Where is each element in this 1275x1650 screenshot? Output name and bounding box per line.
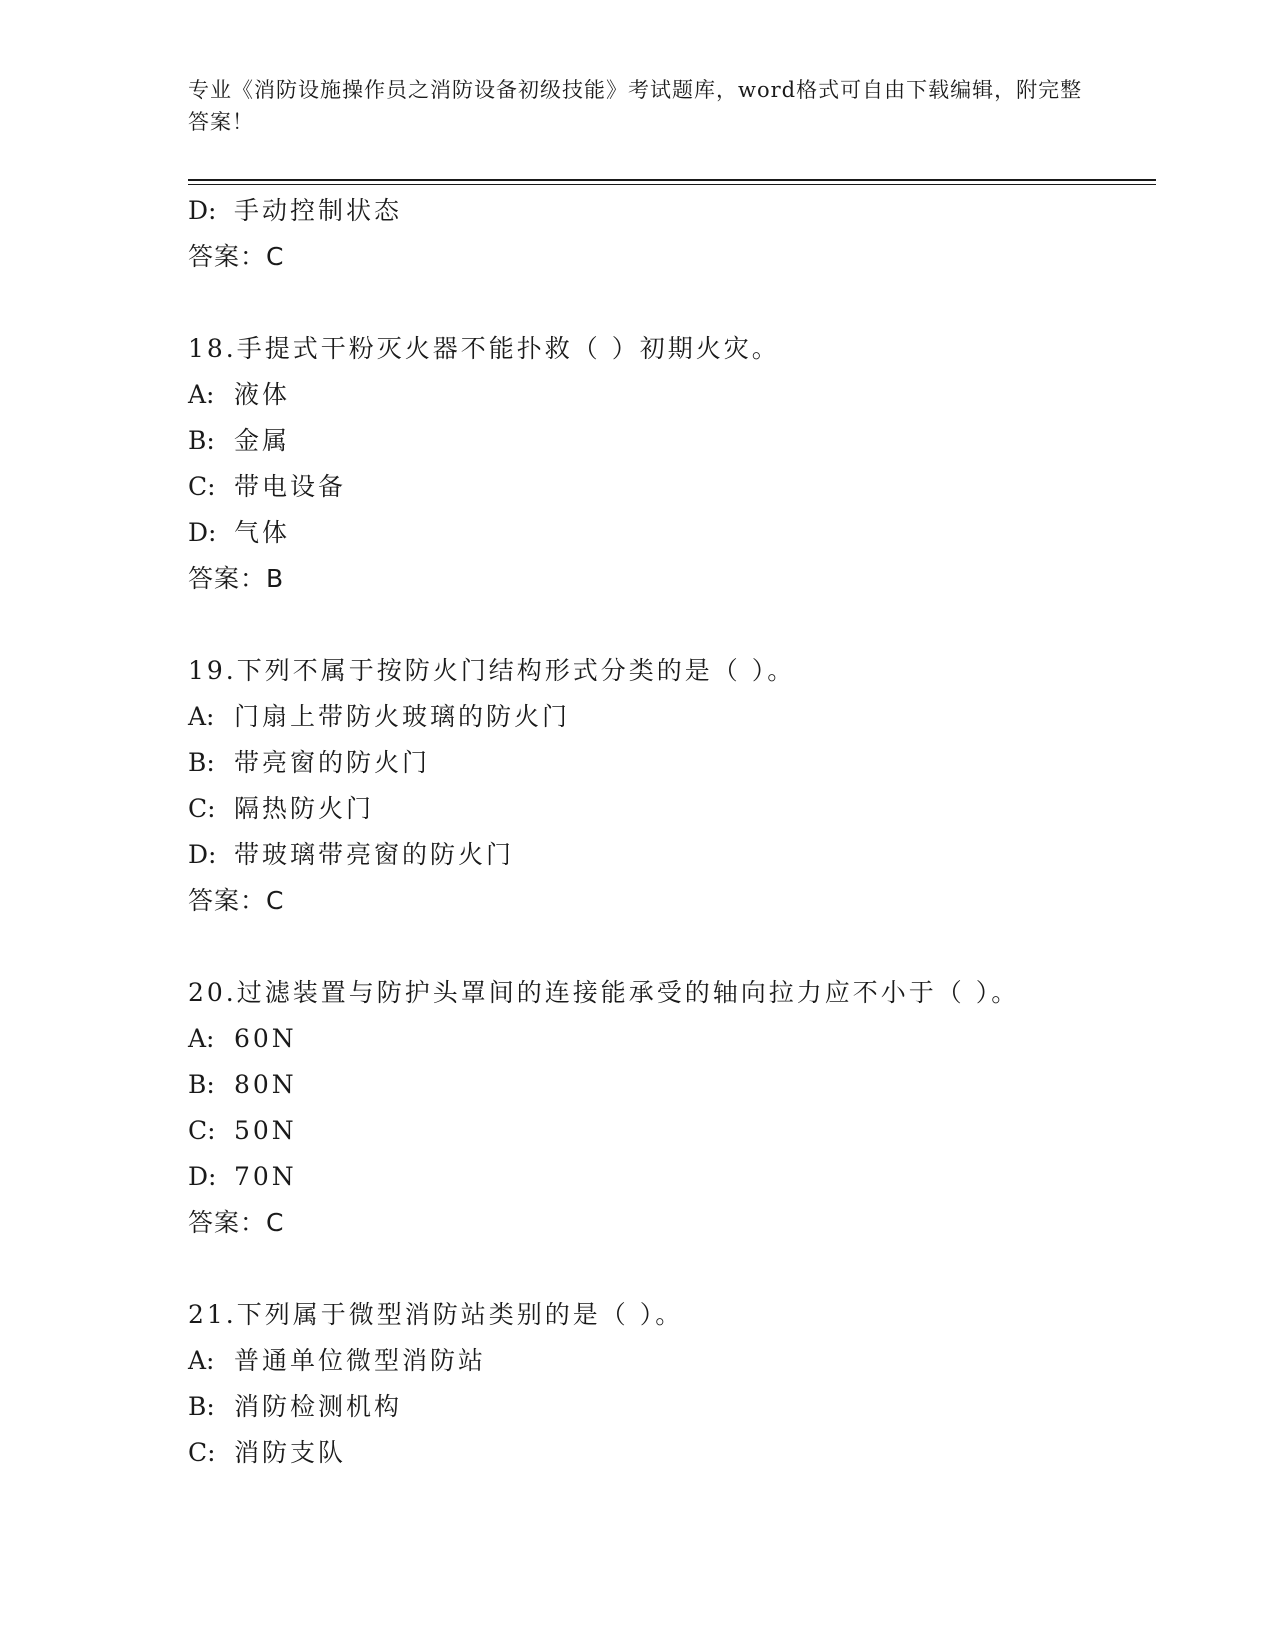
question-content (188, 188, 1156, 1476)
option-label: A: (188, 702, 215, 731)
option-a (188, 1338, 1156, 1384)
option-b (188, 418, 1156, 464)
spacer (188, 602, 1156, 648)
option-b (188, 1384, 1156, 1430)
option-d (188, 832, 1156, 878)
option-text: 带亮窗的防火门 (234, 748, 431, 777)
option-text: 消防检测机构 (234, 1392, 403, 1421)
option-label: D: (188, 518, 217, 547)
option-d (188, 1154, 1156, 1200)
option-text: 手动控制状态 (234, 196, 403, 225)
option-c (188, 1108, 1156, 1154)
option-b (188, 740, 1156, 786)
option-a (188, 694, 1156, 740)
question-stem: 18.手提式干粉灭火器不能扑救（ ）初期火灾。 (188, 334, 780, 363)
option-d (188, 510, 1156, 556)
header-rule-thick (188, 179, 1156, 181)
option-label: A: (188, 380, 215, 409)
question-stem: 20.过滤装置与防护头罩间的连接能承受的轴向拉力应不小于（ ）。 (188, 978, 1020, 1007)
option-label: B: (188, 1392, 215, 1421)
question-stem: 19.下列不属于按防火门结构形式分类的是（ ）。 (188, 656, 796, 685)
option-text: 带电设备 (234, 472, 347, 501)
option-text: 隔热防火门 (234, 794, 375, 823)
option-text: 50N (234, 1116, 297, 1145)
option-label: B: (188, 426, 215, 455)
option-c (188, 464, 1156, 510)
option-label: C: (188, 794, 216, 823)
spacer (188, 924, 1156, 970)
answer-line: 答案：C (188, 1208, 285, 1237)
option-a (188, 1016, 1156, 1062)
option-label: D: (188, 840, 217, 869)
option-label: C: (188, 472, 216, 501)
option-text: 60N (234, 1024, 297, 1053)
option-label: C: (188, 1116, 216, 1145)
option-label: A: (188, 1024, 215, 1053)
option-text: 液体 (234, 380, 291, 409)
page-header: 专业《消防设施操作员之消防设备初级技能》考试题库，word格式可自由下载编辑，附完整答案！ (188, 78, 1083, 134)
option-label: D: (188, 1162, 217, 1191)
spacer (188, 1246, 1156, 1292)
option-d (188, 188, 1156, 234)
option-label: C: (188, 1438, 216, 1467)
option-text: 门扇上带防火玻璃的防火门 (234, 702, 571, 731)
option-text: 消防支队 (234, 1438, 347, 1467)
option-a (188, 372, 1156, 418)
header-rule-thin (188, 184, 1156, 185)
option-label: A: (188, 1346, 215, 1375)
option-text: 普通单位微型消防站 (234, 1346, 487, 1375)
question-stem: 21.下列属于微型消防站类别的是（ ）。 (188, 1300, 684, 1329)
option-text: 70N (234, 1162, 297, 1191)
option-c (188, 1430, 1156, 1476)
option-label: B: (188, 748, 215, 777)
option-text: 气体 (234, 518, 291, 547)
answer-line: 答案：C (188, 242, 285, 271)
spacer (188, 280, 1156, 326)
answer-line: 答案：C (188, 886, 285, 915)
option-b (188, 1062, 1156, 1108)
option-label: D: (188, 196, 217, 225)
option-text: 带玻璃带亮窗的防火门 (234, 840, 515, 869)
option-text: 金属 (234, 426, 291, 455)
option-text: 80N (234, 1070, 297, 1099)
answer-line: 答案：B (188, 564, 285, 593)
option-c (188, 786, 1156, 832)
option-label: B: (188, 1070, 215, 1099)
